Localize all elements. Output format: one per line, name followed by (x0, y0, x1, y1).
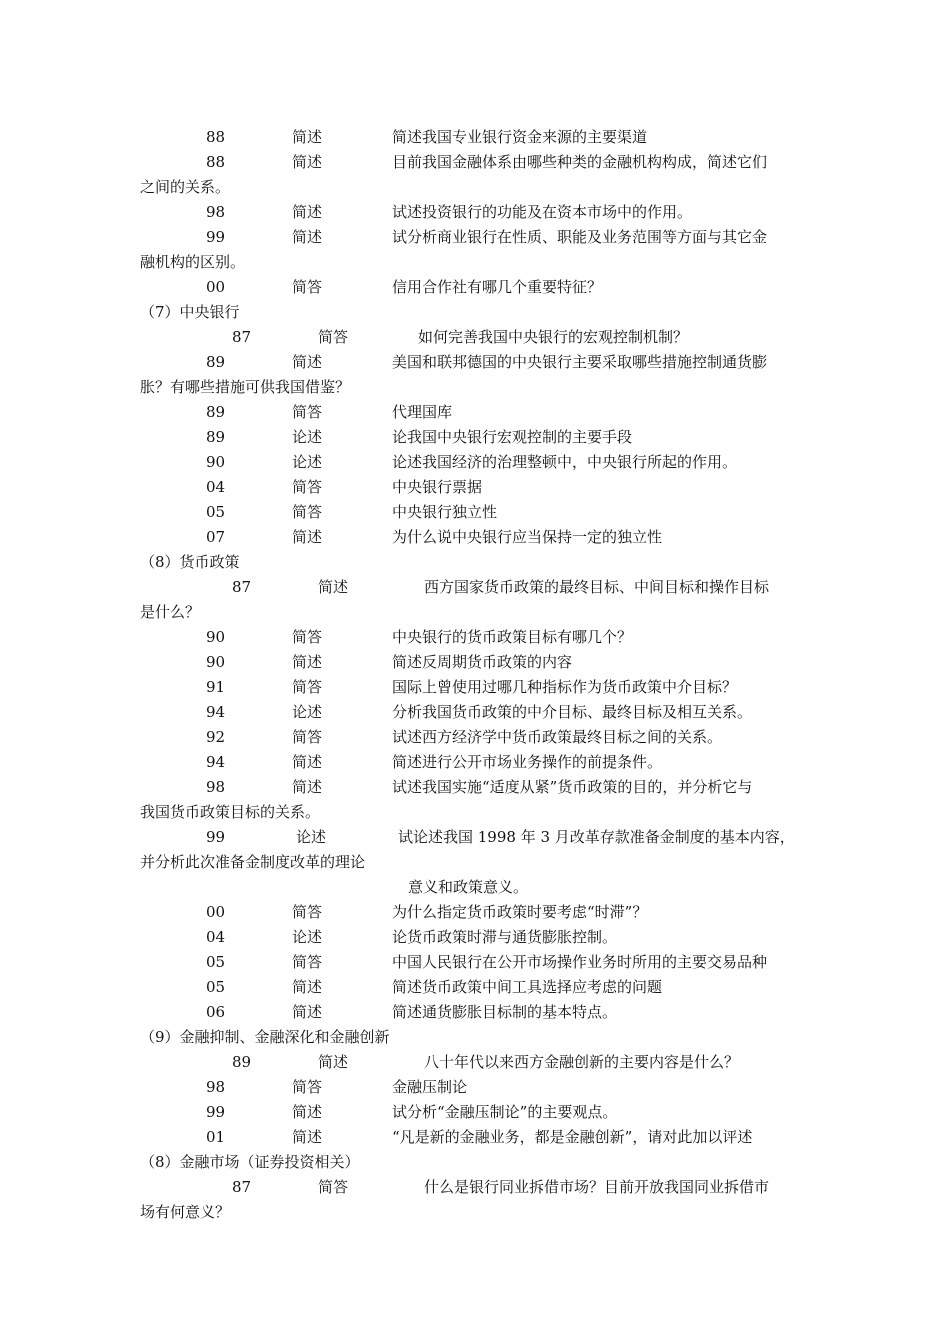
question-text: 试述投资银行的功能及在资本市场中的作用。 (392, 203, 693, 221)
exam-year: 90 (206, 453, 226, 471)
question-type: 简答 (292, 278, 323, 296)
question-type: 论述 (292, 453, 323, 471)
question-type: 简答 (292, 503, 323, 521)
exam-year: 05 (206, 978, 226, 996)
exam-year: 87 (232, 328, 252, 346)
section-title: （9）金融抑制、金融深化和金融创新 (140, 1028, 390, 1046)
exam-year: 98 (206, 1078, 226, 1096)
question-type: 简述 (318, 1053, 349, 1071)
question-type: 简述 (292, 753, 323, 771)
question-type: 简答 (292, 728, 323, 746)
question-text: 试述我国实施“适度从紧”货币政策的目的，并分析它与 (392, 778, 753, 796)
question-text: 金融压制论 (392, 1078, 468, 1096)
question-type: 论述 (292, 428, 323, 446)
question-type: 简述 (292, 1128, 323, 1146)
section-title: （8）金融市场（证券投资相关） (140, 1153, 360, 1171)
exam-year: 06 (206, 1003, 226, 1021)
question-text: 简述通货膨胀目标制的基本特点。 (392, 1003, 618, 1021)
question-text: 简述货币政策中间工具选择应考虑的问题 (392, 978, 663, 996)
question-text: 如何完善我国中央银行的宏观控制机制？ (418, 328, 689, 346)
question-text-continued: 是什么？ (140, 603, 201, 621)
exam-year: 88 (206, 153, 226, 171)
question-text-continued: 场有何意义？ (140, 1203, 231, 1221)
question-text-continued: 胀？有哪些措施可供我国借鉴？ (140, 378, 351, 396)
exam-year: 89 (232, 1053, 252, 1071)
question-type: 论述 (292, 703, 323, 721)
question-type: 简答 (292, 403, 323, 421)
exam-year: 87 (232, 578, 252, 596)
exam-year: 01 (206, 1128, 226, 1146)
question-text: 中央银行独立性 (392, 503, 498, 521)
exam-year: 04 (206, 928, 226, 946)
question-text: 代理国库 (392, 403, 453, 421)
question-type: 简述 (292, 228, 323, 246)
question-type: 简述 (292, 1003, 323, 1021)
question-text: 信用合作社有哪几个重要特征？ (392, 278, 603, 296)
question-text: 中央银行票据 (392, 478, 483, 496)
question-text-continued: 并分析此次准备金制度改革的理论 (140, 853, 366, 871)
question-text-continued: 融机构的区别。 (140, 253, 246, 271)
question-text: 试分析“金融压制论”的主要观点。 (392, 1103, 618, 1121)
exam-year: 90 (206, 653, 226, 671)
exam-year: 98 (206, 203, 226, 221)
question-text: 西方国家货币政策的最终目标、中间目标和操作目标 (424, 578, 770, 596)
question-text: 八十年代以来西方金融创新的主要内容是什么？ (424, 1053, 740, 1071)
exam-year: 05 (206, 953, 226, 971)
section-title: （8）货币政策 (140, 553, 240, 571)
question-type: 简述 (318, 578, 349, 596)
question-text: 为什么指定货币政策时要考虑“时滞”？ (392, 903, 648, 921)
exam-year: 88 (206, 128, 226, 146)
exam-year: 89 (206, 428, 226, 446)
exam-year: 04 (206, 478, 226, 496)
exam-year: 98 (206, 778, 226, 796)
question-text: 什么是银行同业拆借市场？目前开放我国同业拆借市 (424, 1178, 770, 1196)
question-type: 简述 (292, 1103, 323, 1121)
exam-year: 89 (206, 353, 226, 371)
question-text: 论货币政策时滞与通货膨胀控制。 (392, 928, 618, 946)
exam-year: 00 (206, 903, 226, 921)
question-type: 简答 (292, 903, 323, 921)
question-text-continued: 之间的关系。 (140, 178, 231, 196)
exam-year: 94 (206, 753, 226, 771)
question-text: 简述进行公开市场业务操作的前提条件。 (392, 753, 663, 771)
question-text: 试论述我国 1998 年 3 月改革存款准备金制度的基本内容， (398, 828, 795, 846)
question-text: 试分析商业银行在性质、职能及业务范围等方面与其它金 (392, 228, 768, 246)
question-type: 简答 (292, 953, 323, 971)
exam-year: 90 (206, 628, 226, 646)
exam-year: 99 (206, 828, 226, 846)
question-text: 论我国中央银行宏观控制的主要手段 (392, 428, 633, 446)
question-text: 目前我国金融体系由哪些种类的金融机构构成，简述它们 (392, 153, 768, 171)
question-text: 中央银行的货币政策目标有哪几个？ (392, 628, 633, 646)
exam-year: 94 (206, 703, 226, 721)
exam-year: 99 (206, 1103, 226, 1121)
question-type: 简答 (318, 1178, 349, 1196)
question-text: 美国和联邦德国的中央银行主要采取哪些措施控制通货膨 (392, 353, 768, 371)
question-type: 简述 (292, 653, 323, 671)
question-type: 论述 (296, 828, 327, 846)
question-type: 简述 (292, 778, 323, 796)
exam-year: 07 (206, 528, 226, 546)
question-text: 论述我国经济的治理整顿中，中央银行所起的作用。 (392, 453, 738, 471)
question-type: 简答 (318, 328, 349, 346)
question-text: 试述西方经济学中货币政策最终目标之间的关系。 (392, 728, 723, 746)
question-type: 简答 (292, 478, 323, 496)
question-text: “凡是新的金融业务，都是金融创新”，请对此加以评述 (392, 1128, 753, 1146)
question-type: 简述 (292, 528, 323, 546)
exam-year: 05 (206, 503, 226, 521)
question-text: 简述我国专业银行资金来源的主要渠道 (392, 128, 648, 146)
exam-year: 99 (206, 228, 226, 246)
exam-year: 91 (206, 678, 226, 696)
question-text-continued: 意义和政策意义。 (408, 878, 529, 896)
exam-year: 89 (206, 403, 226, 421)
question-type: 简述 (292, 203, 323, 221)
question-type: 简答 (292, 1078, 323, 1096)
question-text: 中国人民银行在公开市场操作业务时所用的主要交易品种 (392, 953, 768, 971)
question-type: 论述 (292, 928, 323, 946)
exam-year: 00 (206, 278, 226, 296)
question-text: 分析我国货币政策的中介目标、最终目标及相互关系。 (392, 703, 753, 721)
question-type: 简述 (292, 978, 323, 996)
question-text-continued: 我国货币政策目标的关系。 (140, 803, 321, 821)
question-text: 国际上曾使用过哪几种指标作为货币政策中介目标？ (392, 678, 738, 696)
question-text: 简述反周期货币政策的内容 (392, 653, 573, 671)
question-type: 简述 (292, 128, 323, 146)
exam-year: 92 (206, 728, 226, 746)
question-type: 简答 (292, 628, 323, 646)
section-title: （7）中央银行 (140, 303, 240, 321)
question-type: 简答 (292, 678, 323, 696)
question-type: 简述 (292, 153, 323, 171)
question-text: 为什么说中央银行应当保持一定的独立性 (392, 528, 663, 546)
question-type: 简述 (292, 353, 323, 371)
exam-year: 87 (232, 1178, 252, 1196)
